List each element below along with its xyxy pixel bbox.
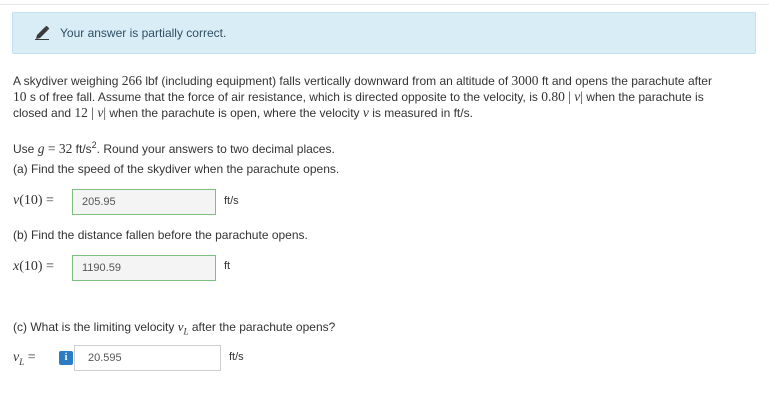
velocity-symbol: v [362,105,369,120]
problem-line-3: closed and 12 | v| when the parachute is open, where the velocity v is measured in ft/s. [13,105,473,120]
k2-value: 12 [74,105,88,120]
pencil-icon [34,26,50,40]
altitude-value: 3000 [511,73,539,88]
abs-v-expression: | v| [87,105,107,120]
weight-value: 266 [121,73,142,88]
problem-statement [13,73,755,121]
part-a-answer-field[interactable]: 205.95 [72,189,216,215]
part-a-lhs: v(10) = [13,193,54,208]
part-b-answer-field[interactable]: 1190.59 [72,255,216,281]
part-a-question: (a) Find the speed of the skydiver when the parachute opens. [13,162,340,176]
part-c-answer-field[interactable]: 20.595 [74,345,221,371]
part-b-unit: ft [224,260,231,272]
part-c-question: (c) What is the limiting velocity $v_L$ after the parachute opens? [13,319,336,337]
part-c-lhs: $v_L$ = [13,350,36,367]
problem-line-1: A skydiver weighing 266 lbf (including equipment) falls vertically downward from an altitude of 3000 ft and opens the parachute after [13,73,712,88]
feedback-message: Your answer is partially correct. [60,26,227,40]
time-value: 10 [13,89,27,104]
g-symbol: g [37,141,45,156]
gravity-instruction: Use g = 32 $ft/s^2$. Round your answers to two decimal places. [13,140,335,156]
part-c-unit: ft/s [229,351,244,363]
part-b-question: (b) Find the distance fallen before the parachute opens. [13,228,308,242]
part-b-lhs: x(10) = [13,259,54,274]
part-a-unit: ft/s [224,195,239,207]
info-icon[interactable]: i [59,351,73,365]
problem-line-2: 10 s of free fall. Assume that the force of air resistance, which is directed opposite to the velocity, is 0.80 | v| when the parachute is [13,89,704,104]
feedback-banner [12,12,756,54]
top-divider [0,4,769,5]
abs-v-expression: | v| [564,89,583,104]
k1-value: 0.80 [541,89,565,104]
gravity-value: 32 [58,141,73,156]
